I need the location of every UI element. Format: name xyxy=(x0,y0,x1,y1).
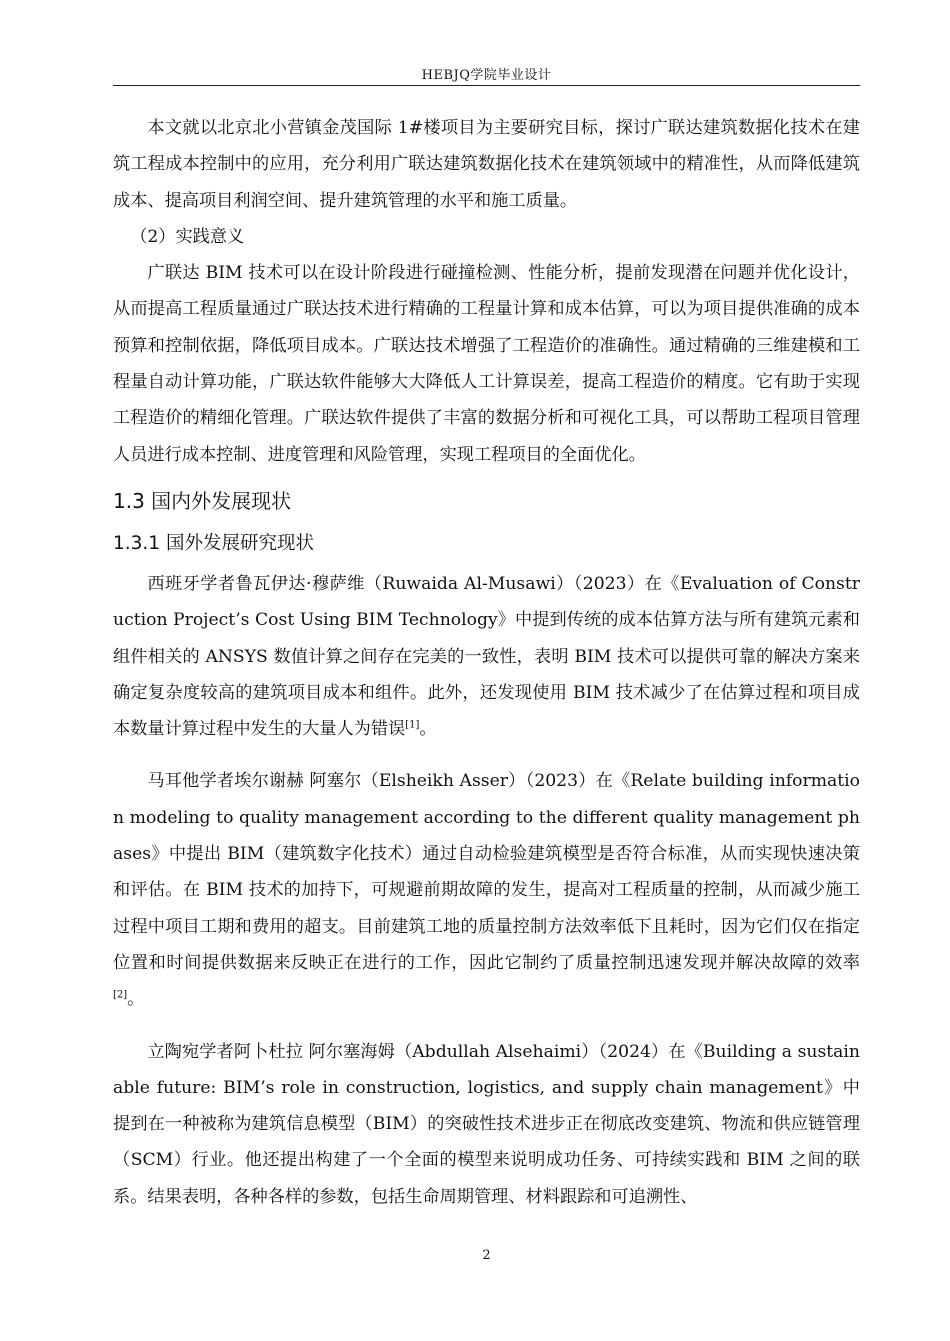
section-heading-1-3: 1.3 国内外发展现状 xyxy=(113,488,292,513)
paragraph-research-goal: 本文就以北京北小营镇金茂国际 1#楼项目为主要研究目标，探讨广联达建筑数据化技术在建筑工程成本控制中的应用，充分利用广联达建筑数据化技术在建筑领域中的精准性，从而降低建筑成本、提高项目利润空间、提升建筑管理的水平和施工质量。 xyxy=(113,118,860,211)
ref-2-text: 马耳他学者埃尔谢赫 阿塞尔（Elsheikh Asser）（2023）在《Relate building information modeling to quality management according to the different quality management phases》中提出 BIM（建筑数字化技术）通过自动检验建筑模型是否符合标准，从而实现快速决策和评估。在 BIM 技术的加持下，可规避前期故障的发生，提高对工程质量的控制，从而减少施工过程中项目工期和费用的超支。目前建筑工地的质量控制方法效率低下且耗时，因为它们仅在指定位置和时间提供数据来反映正在进行的工作，因此它制约了质量控制迅速发现并解决故障的效率 xyxy=(113,771,860,973)
citation-1: [1] xyxy=(405,719,420,731)
ref-2-end: 。 xyxy=(127,989,145,1010)
paragraph-ref-2 xyxy=(113,763,860,1017)
page-number: 2 xyxy=(482,1248,491,1263)
header-rule xyxy=(113,85,860,86)
paragraph-ref-1 xyxy=(113,566,860,747)
subheading-practical-significance: （2）实践意义 xyxy=(130,226,245,247)
paragraph-ref-3: 立陶宛学者阿卜杜拉 阿尔塞海姆（Abdullah Alsehaimi）（2024）在《Building a sustainable future: BIM’s role in construction, logistics, and supply chain management》中提到在一种被称为建筑信息模型（BIM）的突破性技术进步正在彻底改变建筑、物流和供应链管理（SCM）行业。他还提出构建了一个全面的模型来说明成功任务、可持续实践和 BIM 之间的联系。结果表明，各种各样的参数，包括生命周期管理、材料跟踪和可追溯性、 xyxy=(113,1041,860,1207)
document-body xyxy=(113,110,860,1215)
page-header: HEBJQ学院毕业设计 xyxy=(421,68,552,83)
ref-1-text: 西班牙学者鲁瓦伊达·穆萨维（Ruwaida Al-Musawi）（2023）在《Evaluation of Construction Project’s Cost Using BIM Technology》中提到传统的成本估算方法与所有建筑元素和组件相关的 ANSYS 数值计算之间存在完美的一致性，表明 BIM 技术可以提供可靠的解决方案来确定复杂度较高的建筑项目成本和组件。此外，还发现使用 BIM 技术减少了在估算过程和项目成本数量计算过程中发生的大量人为错误 xyxy=(113,573,860,740)
paragraph-practical-significance: 广联达 BIM 技术可以在设计阶段进行碰撞检测、性能分析，提前发现潜在问题并优化设计，从而提高工程质量通过广联达技术进行精确的工程量计算和成本估算，可以为项目提供准确的成本预算和控制依据，降低项目成本。广联达技术增强了工程造价的准确性。通过精确的三维建模和工程量自动计算功能，广联达软件能够大大降低人工计算误差，提高工程造价的精度。它有助于实现工程造价的精细化管理。广联达软件提供了丰富的数据分析和可视化工具，可以帮助工程项目管理人员进行成本控制、进度管理和风险管理，实现工程项目的全面优化。 xyxy=(113,263,860,465)
section-heading-1-3-1: 1.3.1 国外发展研究现状 xyxy=(113,532,314,554)
ref-1-end: 。 xyxy=(419,719,437,740)
citation-2: [2] xyxy=(113,989,128,1001)
